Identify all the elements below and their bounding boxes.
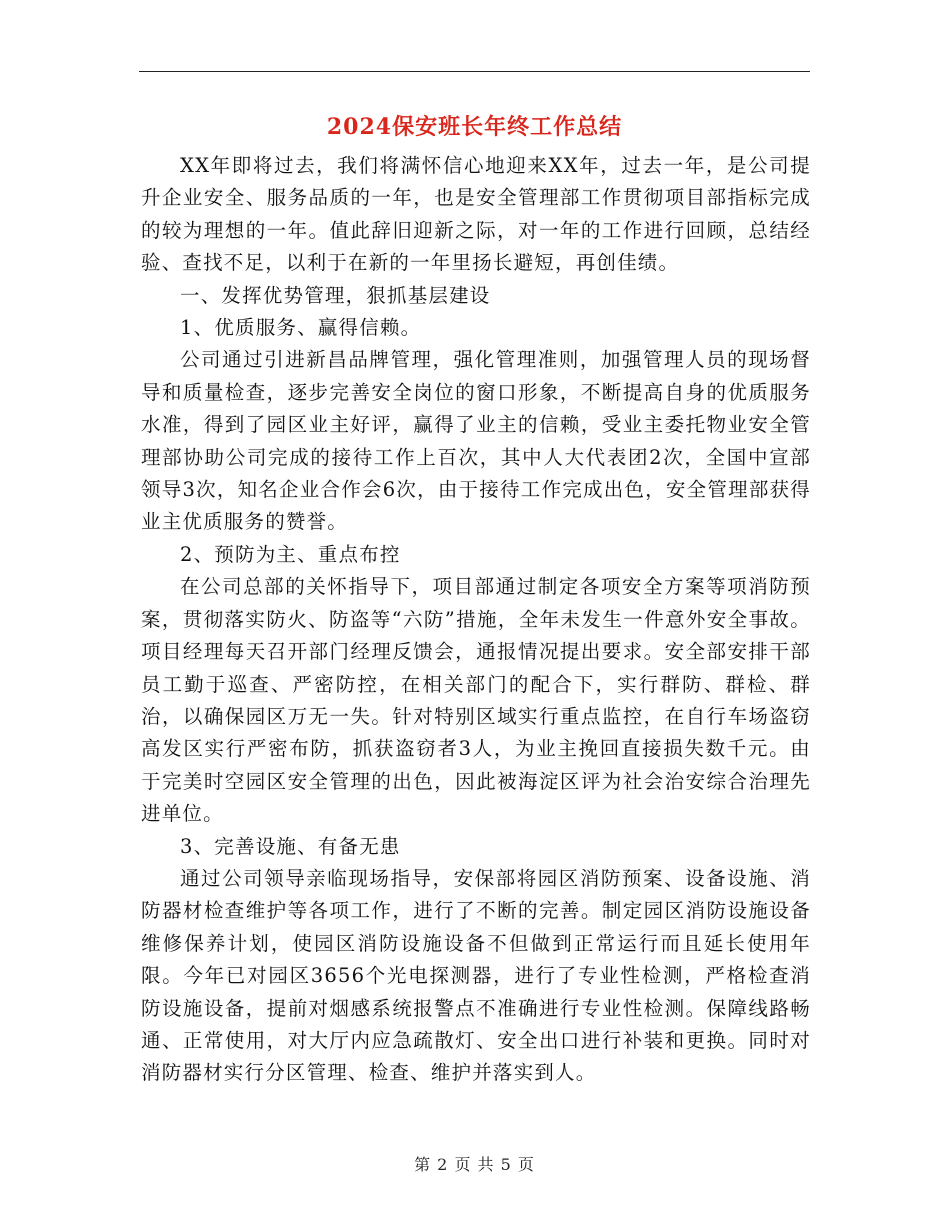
subheading-2: 2、预防为主、重点布控 — [180, 542, 401, 566]
paragraph-intro: XX年即将过去，我们将满怀信心地迎来XX年，过去一年，是公司提升企业安全、服务品质的一年，也是安全管理部工作贯彻项目部指标完成的较为理想的一年。值此辞旧迎新之际，对一年的工作进行回顾，总结经验、查找不足，以利于在新的一年里扬长避短，再创佳绩。 — [141, 154, 811, 275]
section-heading-1: 一、发挥优势管理，狠抓基层建设 — [180, 283, 491, 307]
paragraph-facilities: 通过公司领导亲临现场指导，安保部将园区消防预案、设备设施、消防器材检查维护等各项工作，进行了不断的完善。制定园区消防设施设备维修保养计划，使园区消防设施设备不但做到正常运行而且延长使用年限。今年已对园区3656个光电探测器，进行了专业性检测，严格检查消防设施设备，提前对烟感系统报警点不准确进行专业性检测。保障线路畅通、正常使用，对大厅内应急疏散灯、安全出口进行补装和更换。同时对消防器材实行分区管理、检查、维护并落实到人。 — [141, 866, 811, 1085]
page-number: 第 2 页 共 5 页 — [414, 1155, 535, 1174]
document-body — [141, 150, 811, 1090]
subheading-1: 1、优质服务、赢得信赖。 — [180, 316, 422, 340]
document-title: 2024保安班长年终工作总结 — [326, 114, 623, 140]
header-rule — [139, 71, 810, 72]
paragraph-service: 公司通过引进新昌品牌管理，强化管理准则，加强管理人员的现场督导和质量检查，逐步完善安全岗位的窗口形象，不断提高自身的优质服务水准，得到了园区业主好评，赢得了业主的信赖，受业主委托物业安全管理部协助公司完成的接待工作上百次，其中人大代表团2次，全国中宣部领导3次，知名企业合作会6次，由于接待工作完成出色，安全管理部获得业主优质服务的赞誉。 — [141, 348, 811, 534]
paragraph-prevention: 在公司总部的关怀指导下，项目部通过制定各项安全方案等项消防预案，贯彻落实防火、防盗等“六防”措施，全年未发生一件意外安全事故。项目经理每天召开部门经理反馈会，通报情况提出要求。安全部安排干部员工勤于巡查、严密防控，在相关部门的配合下，实行群防、群检、群治，以确保园区万无一失。针对特别区域实行重点监控，在自行车场盗窃高发区实行严密布防，抓获盗窃者3人，为业主挽回直接损失数千元。由于完美时空园区安全管理的出色，因此被海淀区评为社会治安综合治理先进单位。 — [141, 575, 811, 826]
subheading-3: 3、完善设施、有备无患 — [180, 834, 401, 858]
